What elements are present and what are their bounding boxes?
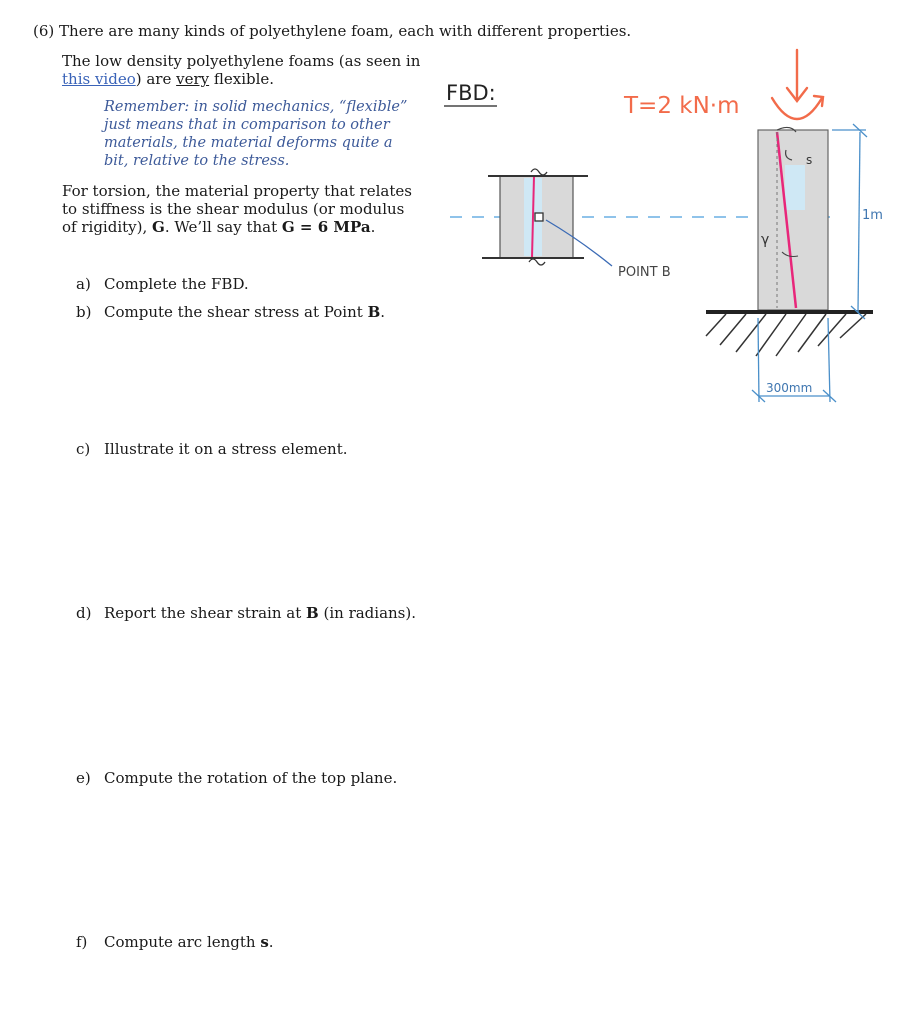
- torque-arrow-icon: [772, 50, 823, 119]
- foam-cylinder: [758, 127, 828, 310]
- gamma-label: γ: [761, 232, 770, 248]
- arc-length-s-label: s: [806, 153, 813, 167]
- task-text: Report the shear strain at: [104, 604, 307, 622]
- task-text: Compute the rotation of the top plane.: [104, 769, 398, 787]
- task-text: Compute arc length: [104, 933, 261, 951]
- width-label: 300mm: [766, 381, 813, 395]
- task-label: f): [76, 933, 88, 951]
- task-label: d): [76, 604, 92, 622]
- intro-emphasis: very: [176, 70, 210, 88]
- ground-support: [706, 312, 873, 356]
- intro-text: The low density polyethylene foams (as seen in: [62, 52, 421, 70]
- task-bold: B: [367, 303, 381, 321]
- task-text: Complete the FBD.: [104, 275, 249, 293]
- task-label: b): [76, 303, 92, 321]
- task-end: .: [380, 303, 386, 321]
- intro-text-2: ) are: [135, 70, 177, 88]
- shear-modulus-symbol: G: [152, 218, 165, 236]
- torque-label: T=2 kN·m: [624, 93, 740, 119]
- task-bold: s: [260, 933, 269, 951]
- question-number: (6): [33, 22, 55, 40]
- shear-modulus-value: G = 6 MPa: [281, 218, 371, 236]
- torsion-text: For torsion, the material property that relates to stiffness is the shear modulus (or modulus of rigidity),: [62, 182, 412, 236]
- task-label: e): [76, 769, 91, 787]
- intro-end: flexible.: [209, 70, 275, 88]
- torsion-middle: . We’ll say that: [164, 218, 282, 236]
- fbd-label: FBD:: [446, 81, 496, 105]
- task-text: Compute the shear stress at Point: [104, 303, 368, 321]
- point-b-marker: [535, 213, 543, 221]
- torsion-end: .: [370, 218, 376, 236]
- task-label: a): [76, 275, 91, 293]
- question-heading-text: There are many kinds of polyethylene foam, each with different properties.: [59, 22, 632, 40]
- task-bold: B: [306, 604, 319, 622]
- task-text: Illustrate it on a stress element.: [104, 440, 348, 458]
- video-link[interactable]: this video: [62, 70, 136, 88]
- remember-note: Remember: in solid mechanics, “flexible” just means that in comparison to other materials, the material deforms quite a bit, relative to the stress.: [104, 99, 408, 169]
- height-label: 1m: [862, 208, 883, 223]
- task-label: c): [76, 440, 91, 458]
- task-end: (in radians).: [318, 604, 416, 622]
- point-b-label: POINT B: [618, 265, 671, 280]
- task-end: .: [268, 933, 274, 951]
